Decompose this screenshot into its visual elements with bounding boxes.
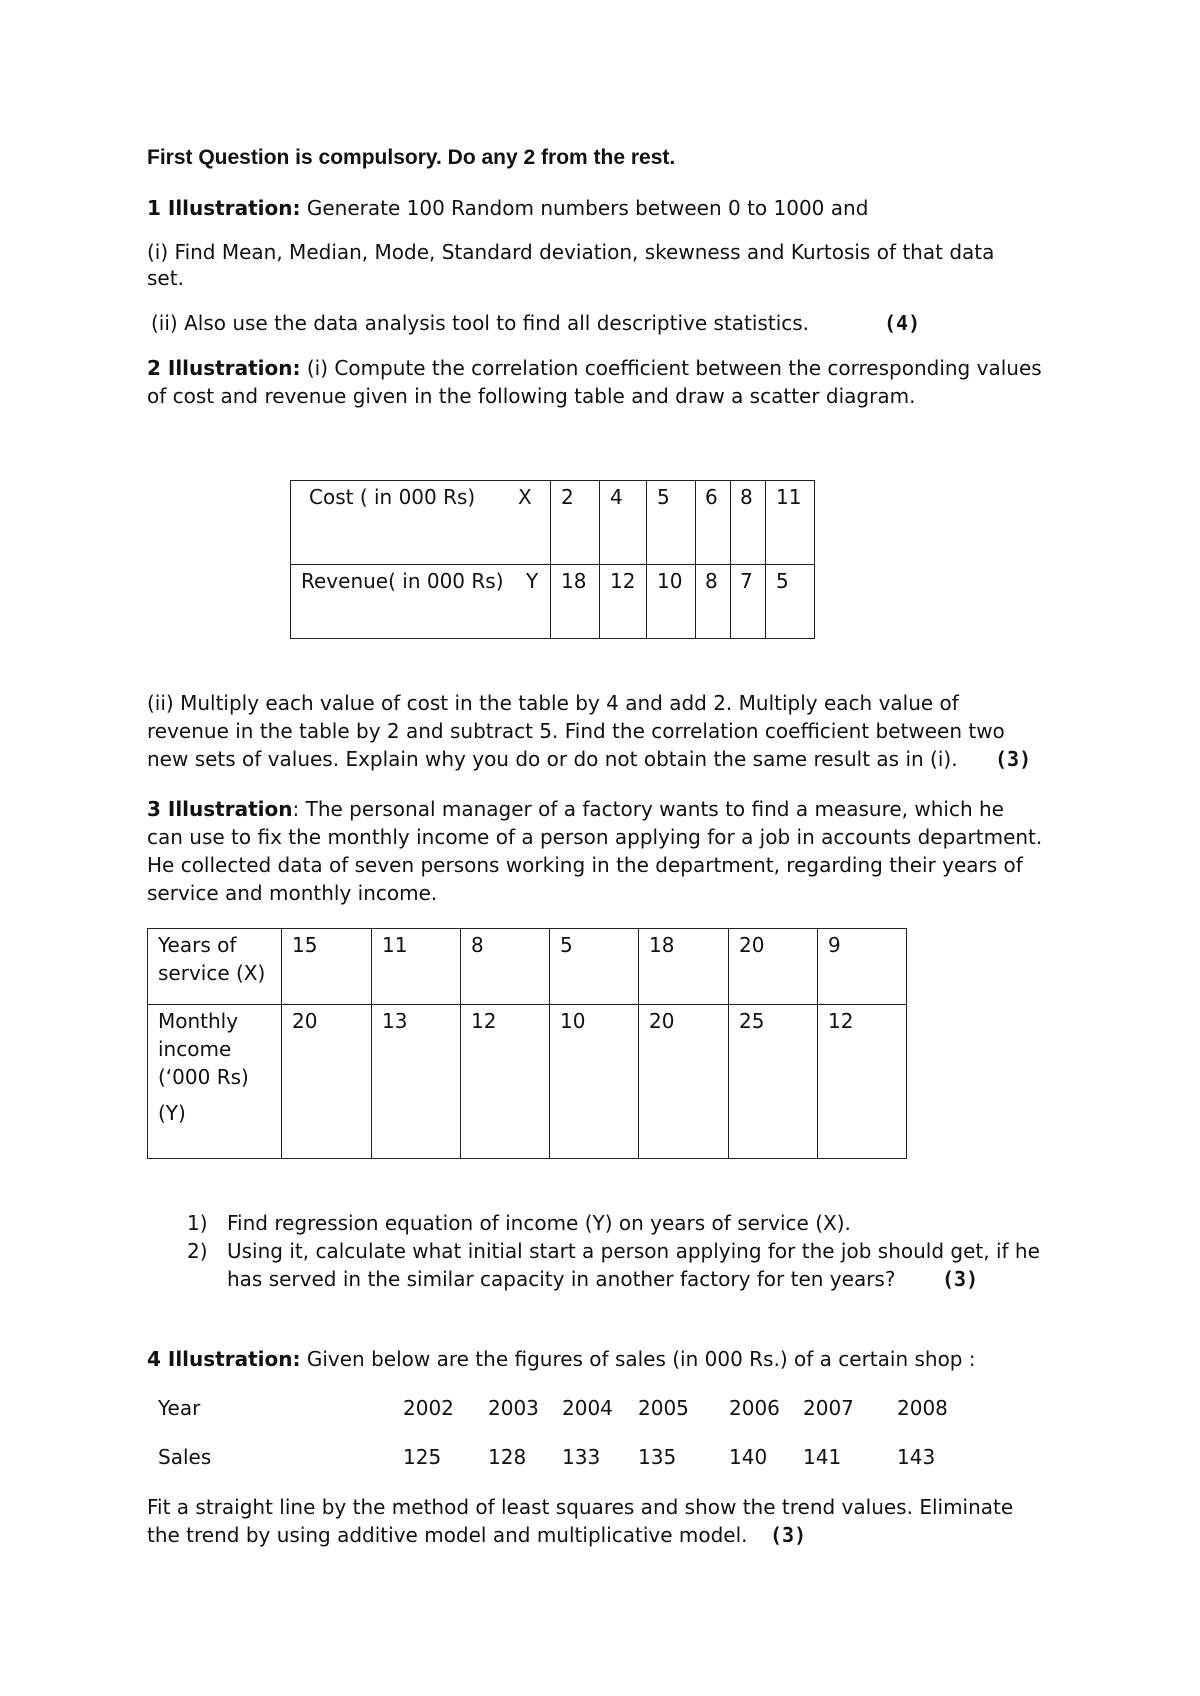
table-cell: 20 bbox=[729, 929, 818, 1005]
q2-part-ii-line1: (ii) Multiply each value of cost in the table by 4 and add 2. Multiply each value of bbox=[147, 691, 959, 715]
table-cell: 7 bbox=[731, 565, 766, 639]
q3-line4: service and monthly income. bbox=[147, 881, 438, 905]
table-row bbox=[291, 481, 815, 565]
sales-value: 143 bbox=[897, 1445, 936, 1469]
table-cell: 6 bbox=[696, 481, 731, 565]
row-variable: X bbox=[518, 485, 532, 509]
table-cell: 9 bbox=[818, 929, 907, 1005]
table-cell: 25 bbox=[729, 1005, 818, 1159]
sales-value: 135 bbox=[638, 1445, 677, 1469]
q3-line1 bbox=[147, 795, 1004, 823]
table-cell: 18 bbox=[551, 565, 600, 639]
q3-text-1: : The personal manager of a factory wants to find a measure, which he bbox=[292, 797, 1004, 821]
q1-intro: Generate 100 Random numbers between 0 to 1000 and bbox=[300, 196, 869, 220]
q3-title: 3 Illustration bbox=[147, 797, 293, 821]
year-value: 2006 bbox=[729, 1396, 780, 1420]
row-label: Years of bbox=[158, 933, 237, 957]
q2-part-ii-line3: new sets of values. Explain why you do or do not obtain the same result as in (i). bbox=[147, 747, 958, 771]
q4-intro: Given below are the figures of sales (in 000 Rs.) of a certain shop : bbox=[300, 1347, 976, 1371]
year-value: 2008 bbox=[897, 1396, 948, 1420]
q3-line3: He collected data of seven persons working in the department, regarding their years of bbox=[147, 853, 1023, 877]
year-value: 2005 bbox=[638, 1396, 689, 1420]
table-cell: 5 bbox=[647, 481, 696, 565]
table-row bbox=[148, 929, 907, 1005]
table-cell: 11 bbox=[766, 481, 815, 565]
table-cell: 4 bbox=[600, 481, 647, 565]
table-cell: 5 bbox=[550, 929, 639, 1005]
table-cell: 10 bbox=[647, 565, 696, 639]
row-label: Cost ( in 000 Rs) bbox=[309, 485, 476, 509]
table-cell bbox=[148, 929, 282, 1005]
sales-value: 141 bbox=[803, 1445, 842, 1469]
table-cell: 20 bbox=[282, 1005, 372, 1159]
table-cell: 12 bbox=[818, 1005, 907, 1159]
table-cell: 8 bbox=[696, 565, 731, 639]
sales-value: 133 bbox=[562, 1445, 601, 1469]
list-item-continuation: has served in the similar capacity in another factory for ten years? bbox=[227, 1267, 896, 1291]
row-label: Monthly bbox=[158, 1009, 239, 1033]
table-cell: 12 bbox=[600, 565, 647, 639]
q1-intro-line bbox=[147, 194, 868, 222]
table-cell: 13 bbox=[372, 1005, 461, 1159]
table-cell: 12 bbox=[461, 1005, 550, 1159]
q1-part-i-line1: (i) Find Mean, Median, Mode, Standard deviation, skewness and Kurtosis of that data bbox=[147, 240, 995, 264]
q1-part-i-line2: set. bbox=[147, 266, 184, 290]
table-cell: 5 bbox=[766, 565, 815, 639]
table-cell bbox=[148, 1005, 282, 1159]
sales-value: 128 bbox=[488, 1445, 527, 1469]
q2-marks: (3) bbox=[995, 747, 1032, 771]
row-label: income bbox=[158, 1037, 232, 1061]
table-cell: 15 bbox=[282, 929, 372, 1005]
table-cell: 20 bbox=[639, 1005, 729, 1159]
service-income-table bbox=[147, 928, 907, 1159]
table-cell bbox=[291, 565, 551, 639]
sales-label: Sales bbox=[158, 1445, 212, 1469]
table-row bbox=[148, 1005, 907, 1159]
q2-line2: of cost and revenue given in the following table and draw a scatter diagram. bbox=[147, 384, 916, 408]
q3-line2: can use to fix the monthly income of a person applying for a job in accounts department. bbox=[147, 825, 1043, 849]
row-variable: Y bbox=[526, 569, 539, 593]
q1-title: 1 Illustration: bbox=[147, 196, 301, 220]
table-cell: 10 bbox=[550, 1005, 639, 1159]
row-label: Revenue( in 000 Rs) bbox=[301, 569, 504, 593]
q4-closing-line1: Fit a straight line by the method of least squares and show the trend values. Eliminate bbox=[147, 1495, 1014, 1519]
year-value: 2007 bbox=[803, 1396, 854, 1420]
q2-part-ii-line2: revenue in the table by 2 and subtract 5. Find the correlation coefficient between two bbox=[147, 719, 1005, 743]
q2-title: 2 Illustration: bbox=[147, 356, 301, 380]
table-cell: 8 bbox=[461, 929, 550, 1005]
table-cell: 11 bbox=[372, 929, 461, 1005]
table-row bbox=[291, 565, 815, 639]
year-value: 2003 bbox=[488, 1396, 539, 1420]
q1-marks: (4) bbox=[884, 311, 921, 335]
q2-line1 bbox=[147, 354, 1042, 382]
table-cell bbox=[291, 481, 551, 565]
sales-value: 140 bbox=[729, 1445, 768, 1469]
cost-revenue-table bbox=[290, 480, 815, 639]
row-label: service (X) bbox=[158, 961, 266, 985]
sales-value: 125 bbox=[403, 1445, 442, 1469]
year-value: 2002 bbox=[403, 1396, 454, 1420]
list-item: 1) Find regression equation of income (Y) on years of service (X). bbox=[187, 1211, 851, 1235]
table-cell: 18 bbox=[639, 929, 729, 1005]
q1-part-ii: (ii) Also use the data analysis tool to find all descriptive statistics. bbox=[151, 311, 810, 335]
q3-marks: (3) bbox=[942, 1267, 979, 1291]
q2-text-1: (i) Compute the correlation coefficient between the corresponding values bbox=[300, 356, 1042, 380]
instruction-heading: First Question is compulsory. Do any 2 from the rest. bbox=[147, 146, 676, 169]
q4-title: 4 Illustration: bbox=[147, 1347, 301, 1371]
table-cell: 8 bbox=[731, 481, 766, 565]
q4-intro-line bbox=[147, 1345, 976, 1373]
q4-closing-line2: the trend by using additive model and multiplicative model. bbox=[147, 1523, 748, 1547]
row-label: (‘000 Rs) bbox=[158, 1065, 249, 1089]
q4-marks: (3) bbox=[770, 1523, 807, 1547]
list-item: 2) Using it, calculate what initial start a person applying for the job should get, if he bbox=[187, 1239, 1040, 1263]
year-value: 2004 bbox=[562, 1396, 613, 1420]
row-label: (Y) bbox=[158, 1101, 186, 1125]
table-cell: 2 bbox=[551, 481, 600, 565]
year-label: Year bbox=[158, 1396, 201, 1420]
